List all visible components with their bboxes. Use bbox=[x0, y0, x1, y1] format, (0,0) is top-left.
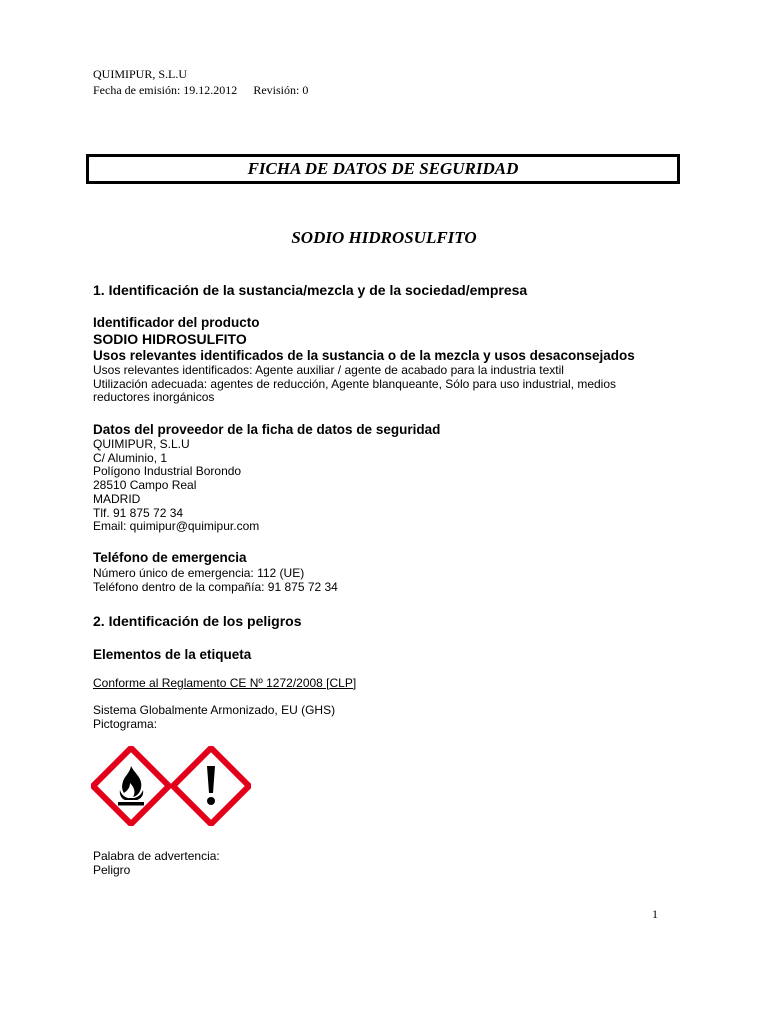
ghs-line: Sistema Globalmente Armonizado, EU (GHS) bbox=[93, 703, 336, 717]
emergency-line: Teléfono dentro de la compañía: 91 875 72 34 bbox=[93, 579, 338, 594]
revision: Revisión: 0 bbox=[253, 83, 309, 97]
uses-line: Utilización adecuada: agentes de reducción, Agente blanqueante, Sólo para uso industrial, medios bbox=[93, 376, 617, 391]
page-number: 1 bbox=[652, 907, 658, 921]
ghs-block bbox=[93, 704, 335, 731]
supplier-line: 28510 Campo Real bbox=[93, 478, 197, 493]
supplier-line: Polígono Industrial Borondo bbox=[93, 464, 242, 479]
signal-word-label: Palabra de advertencia: bbox=[93, 849, 220, 863]
uses-block bbox=[93, 364, 616, 405]
supplier-line: QUIMIPUR, S.L.U bbox=[93, 437, 190, 451]
regulation-reference: Conforme al Reglamento CE Nº 1272/2008 [CLP] bbox=[93, 676, 357, 690]
header-company: QUIMIPUR, S.L.U bbox=[93, 67, 188, 81]
signal-word: Peligro bbox=[93, 862, 131, 877]
supplier-email: Email: quimipur@quimipur.com bbox=[93, 519, 260, 534]
supplier-block bbox=[93, 438, 259, 534]
emergency-block bbox=[93, 567, 338, 594]
section2-heading: 2. Identificación de los peligros bbox=[93, 613, 302, 629]
header-issue-line bbox=[93, 83, 308, 97]
identifier-heading: Identificador del producto bbox=[93, 315, 260, 330]
flame-pictogram-icon bbox=[91, 746, 171, 826]
document-title: FICHA DE DATOS DE SEGURIDAD bbox=[86, 154, 680, 184]
signal-word-block bbox=[93, 850, 220, 877]
uses-heading: Usos relevantes identificados de la sustancia o de la mezcla y usos desaconsejados bbox=[93, 348, 635, 363]
supplier-line: Tlf. 91 875 72 34 bbox=[93, 505, 184, 520]
section1-heading: 1. Identificación de la sustancia/mezcla y de la sociedad/empresa bbox=[93, 282, 528, 298]
exclamation-pictogram-icon bbox=[171, 746, 251, 826]
emergency-heading: Teléfono de emergencia bbox=[93, 550, 247, 565]
supplier-heading: Datos del proveedor de la ficha de datos de seguridad bbox=[93, 422, 441, 437]
pictogram-label: Pictograma: bbox=[93, 716, 158, 731]
supplier-line: C/ Aluminio, 1 bbox=[93, 450, 168, 465]
emergency-line: Número único de emergencia: 112 (UE) bbox=[93, 566, 305, 580]
uses-line: reductores inorgánicos bbox=[93, 390, 215, 405]
uses-line: Usos relevantes identificados: Agente auxiliar / agente de acabado para la industria textil bbox=[93, 363, 564, 377]
product-title: SODIO HIDROSULFITO bbox=[291, 228, 477, 247]
supplier-line: MADRID bbox=[93, 491, 141, 506]
product-name: SODIO HIDROSULFITO bbox=[93, 331, 247, 347]
label-elements-heading: Elementos de la etiqueta bbox=[93, 647, 252, 662]
issue-date: Fecha de emisión: 19.12.2012 bbox=[93, 83, 238, 97]
